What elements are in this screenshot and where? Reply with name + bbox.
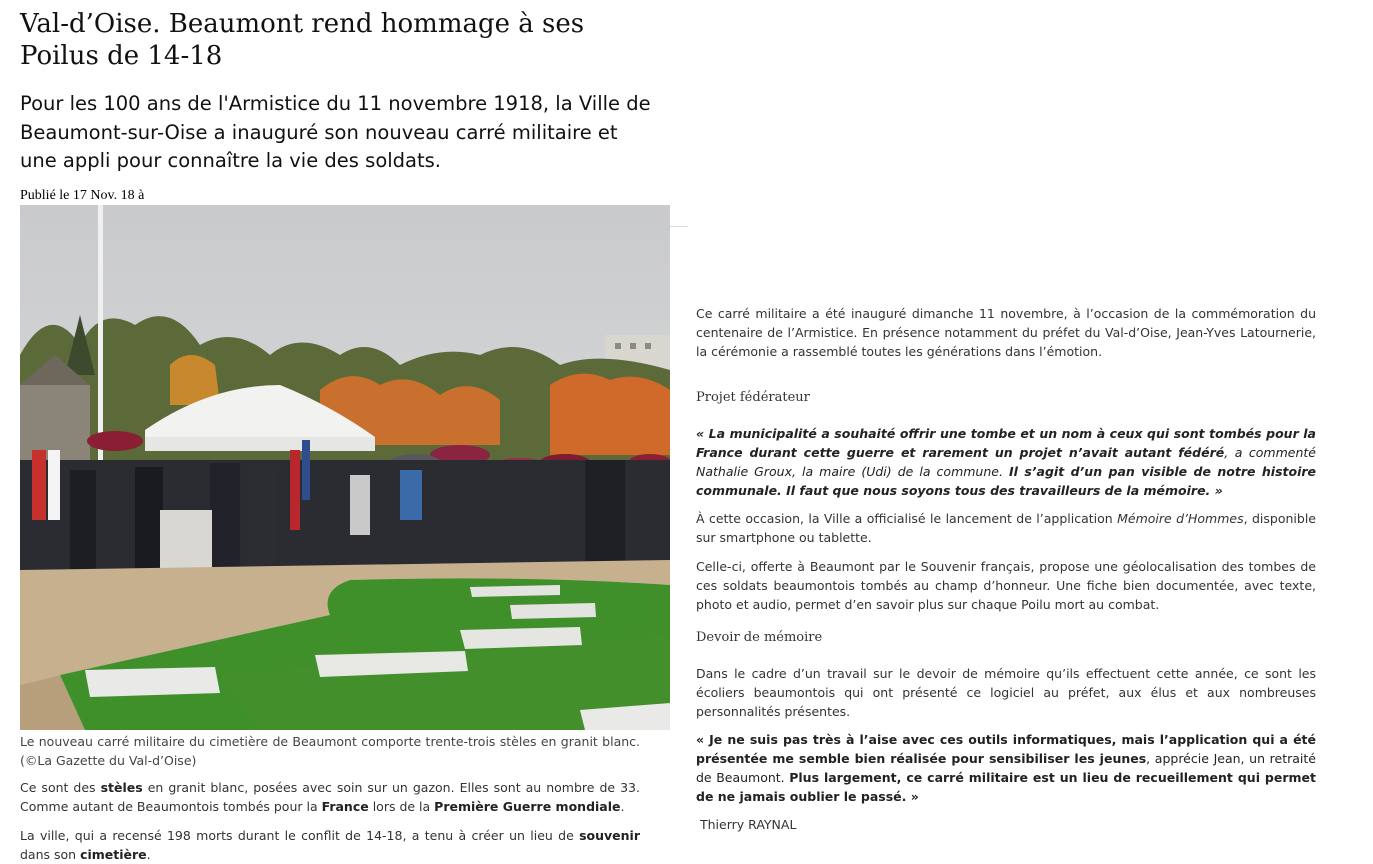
author-name: Thierry RAYNAL — [700, 817, 797, 832]
paragraph-steles — [20, 778, 640, 816]
article-lede: Pour les 100 ans de l'Armistice du 11 novembre 1918, la Ville de Beaumont-sur-Oise a inauguré son nouveau carré militaire et une appli pour connaître la vie des soldats. — [20, 92, 651, 172]
app-name: Mémoire d’Hommes — [1117, 511, 1244, 526]
text-run: . — [146, 847, 151, 862]
quote-maire — [696, 424, 1316, 500]
quote-jean — [696, 730, 1316, 806]
quote-text: Il s’agit d’un pan visible de notre histoire communale. Il faut que nous soyons tous des travailleurs de la mémoire. » — [696, 464, 1316, 498]
text-run: Ce sont des — [20, 780, 101, 795]
paragraph-souvenir — [20, 826, 640, 864]
keyword-france: France — [321, 799, 369, 814]
article-photo[interactable] — [20, 205, 670, 730]
article-title: Val-d’Oise. Beaumont rend hommage à ses Poilus de 14-18 — [20, 9, 585, 71]
paragraph-application — [696, 509, 1316, 547]
ceremony-photo-illustration — [20, 205, 670, 730]
photo-caption: Le nouveau carré militaire du cimetière de Beaumont comporte trente-trois stèles en granit blanc. (©La Gazette du Val-d’Oise) — [20, 734, 640, 768]
publication-date: Publié le 17 Nov. 18 à — [20, 188, 145, 203]
quote-text: « Je ne suis pas très à l’aise avec ces outils informatiques, mais l’application qui a été présentée me semble bien réalisée pour sensibiliser les jeunes — [696, 732, 1316, 766]
text-run: dans son — [20, 847, 81, 862]
keyword-premiere-guerre-mondiale: Première Guerre mondiale — [434, 799, 621, 814]
text-run: , disponible sur smartphone ou tablette. — [696, 511, 1316, 545]
text-run: . — [620, 799, 625, 814]
keyword-cimetiere: cimetière — [80, 847, 147, 862]
quote-attribution: , apprécie Jean, un retraité de Beaumont. — [696, 751, 1316, 785]
quote-attribution: , a commenté Nathalie Groux, la maire (Udi) de la commune. — [696, 445, 1316, 479]
quote-text: Plus largement, ce carré militaire est un lieu de recueillement qui permet de ne jamais oublier le passé. » — [696, 770, 1316, 804]
keyword-souvenir: souvenir — [579, 828, 640, 843]
paragraph-ecoliers: Dans le cadre d’un travail sur le devoir de mémoire qu’ils effectuent cette année, ce sont les écoliers beaumontois qui ont présenté ce logiciel au préfet, aux élus et aux nombreuses personnalités présentes. — [696, 666, 1316, 719]
text-run: lors de la — [368, 799, 435, 814]
keyword-steles: stèles — [100, 780, 143, 795]
heading-projet-federateur: Projet fédérateur — [696, 390, 810, 405]
text-run: La ville, qui a recensé 198 morts durant le conflit de 14-18, a tenu à créer un lieu de — [20, 828, 580, 843]
text-run: en granit blanc, posées avec soin sur un gazon. Elles sont au nombre de 33. Comme autant de Beaumontois tombés pour la — [20, 780, 640, 814]
paragraph-inauguration: Ce carré militaire a été inauguré dimanche 11 novembre, à l’occasion de la commémoration du centenaire de l’Armistice. En présence notamment du préfet du Val-d’Oise, Jean-Yves Latournerie, la cérémonie a rassemblé toutes les générations dans l’émotion. — [696, 306, 1316, 359]
divider — [670, 226, 688, 227]
paragraph-souvenir-francais: Celle-ci, offerte à Beaumont par le Souvenir français, propose une géolocalisation des tombes de ces soldats beaumontois tombés au champ d’honneur. Une fiche bien documentée, avec texte, photo et audio, permet d’en savoir plus sur chaque Poilu mort au combat. — [696, 559, 1316, 612]
text-run: À cette occasion, la Ville a officialisé le lancement de l’application — [696, 511, 1118, 526]
quote-text: « La municipalité a souhaité offrir une tombe et un nom à ceux qui sont tombés pour la France durant cette guerre et rarement un projet n’avait autant fédéré — [696, 426, 1316, 460]
heading-devoir-de-memoire: Devoir de mémoire — [696, 630, 823, 645]
